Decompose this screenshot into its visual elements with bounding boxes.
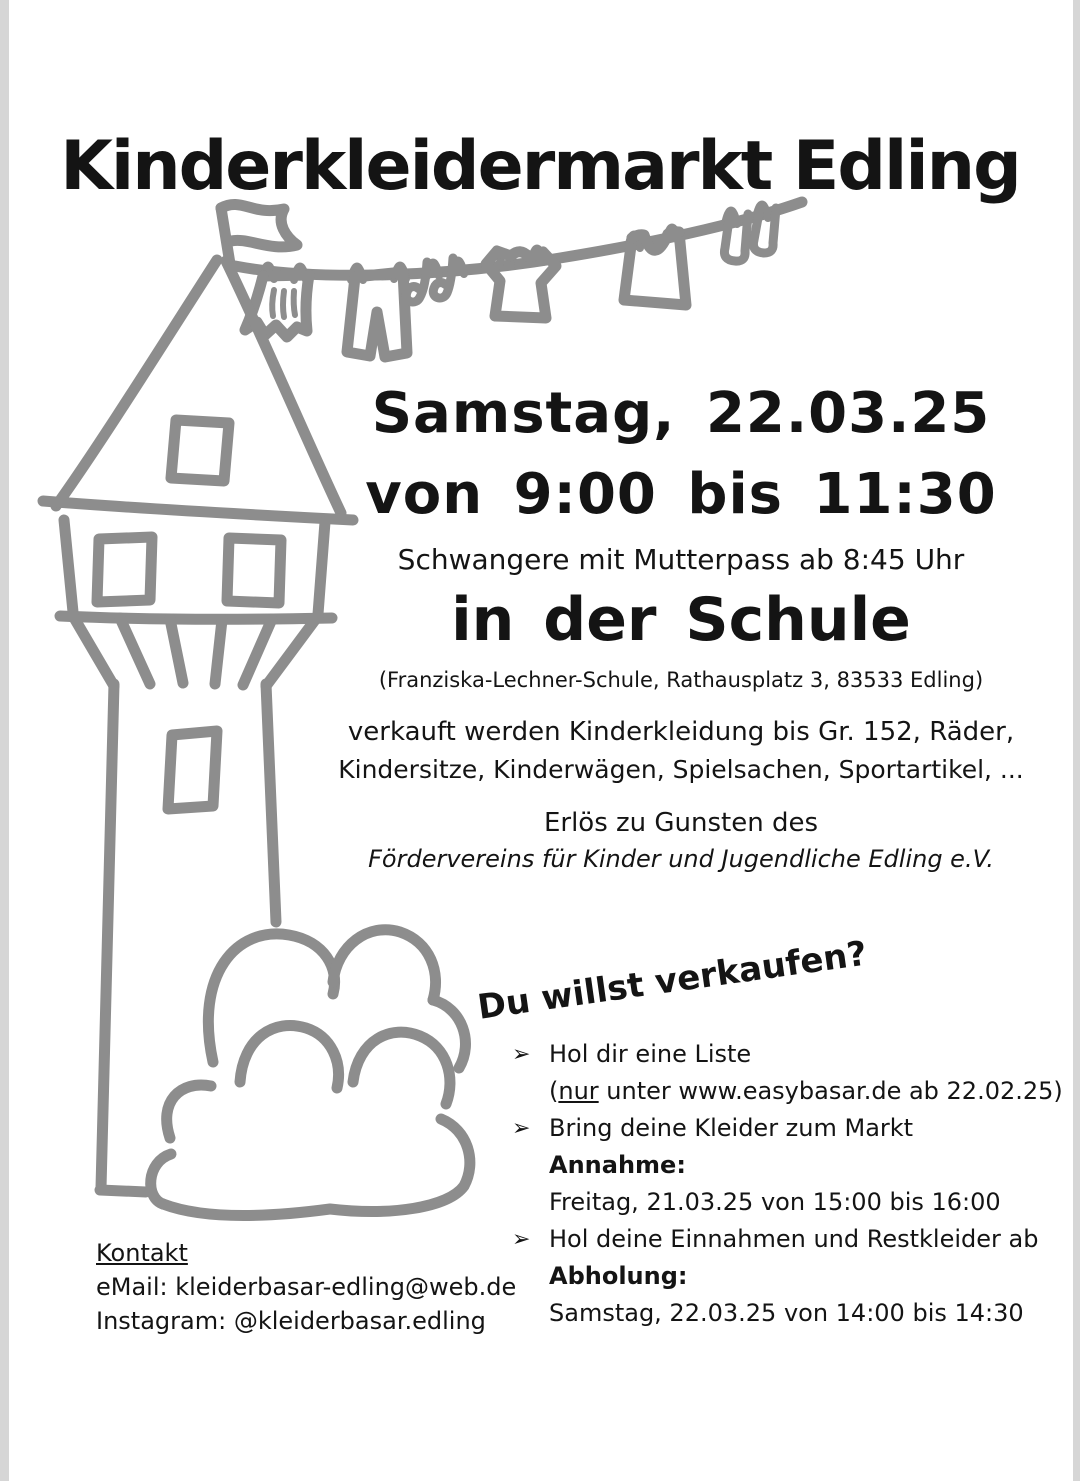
proceeds-line-1: Erlös zu Gunsten des bbox=[543, 808, 819, 838]
contact-instagram: Instagram: @kleiderbasar.edling bbox=[96, 1307, 486, 1335]
bullet-bring-clothes-line: Bring deine Kleider zum Markt bbox=[549, 1114, 914, 1142]
pants-on-line bbox=[347, 272, 407, 357]
arrow-bullet-icon: ➢ bbox=[512, 1116, 531, 1141]
bullet-get-list-line: Hol dir eine Liste bbox=[549, 1040, 752, 1068]
acceptance-label: Annahme: bbox=[549, 1151, 686, 1179]
clothesline bbox=[235, 202, 802, 280]
event-date: Samstag, 22.03.25 bbox=[371, 381, 991, 446]
arrow-bullet-icon: ➢ bbox=[512, 1042, 531, 1067]
pickup-label: Abholung: bbox=[549, 1262, 688, 1290]
location-detail: (Franziska-Lechner-Schule, Rathausplatz 3, 83533 Edling) bbox=[378, 668, 984, 692]
contact-email: eMail: kleiderbasar-edling@web.de bbox=[96, 1273, 517, 1301]
bullet-item-get-list bbox=[512, 1036, 1063, 1110]
website-and-date: unter www.easybasar.de ab 22.02.25) bbox=[598, 1077, 1063, 1105]
bullet-get-list-detail bbox=[549, 1073, 1063, 1110]
flag-icon bbox=[221, 204, 297, 270]
event-time: von 9:00 bis 11:30 bbox=[365, 462, 997, 527]
sweater-on-line bbox=[486, 251, 556, 318]
arrow-bullet-icon: ➢ bbox=[512, 1227, 531, 1252]
seller-heading: Du willst verkaufen? bbox=[475, 933, 870, 1028]
boots-on-line bbox=[724, 207, 776, 261]
location-headline: in der Schule bbox=[451, 585, 911, 655]
bullet-content bbox=[549, 1036, 1063, 1110]
bush bbox=[151, 930, 470, 1216]
pickup-time: Samstag, 22.03.25 von 14:00 bis 14:30 bbox=[549, 1299, 1024, 1327]
sold-items-line-1: verkauft werden Kinderkleidung bis Gr. 152, Räder, bbox=[347, 717, 1015, 747]
nur-underlined: nur bbox=[558, 1077, 599, 1105]
shirt-on-line bbox=[624, 232, 686, 305]
tower-upper-body bbox=[60, 520, 332, 686]
pregnant-note: Schwangere mit Mutterpass ab 8:45 Uhr bbox=[397, 543, 965, 576]
bullet-item-bring-clothes bbox=[512, 1110, 1063, 1221]
page-title: Kinderkleidermarkt Edling bbox=[60, 126, 1020, 206]
socks-on-line bbox=[406, 258, 453, 302]
scan-edge-left bbox=[0, 0, 9, 1481]
bullet-pickup-line: Hol deine Einnahmen und Restkleider ab bbox=[549, 1225, 1039, 1253]
towel-on-line bbox=[245, 275, 309, 337]
bullet-content bbox=[549, 1110, 1063, 1221]
tower-shaft bbox=[100, 684, 276, 1192]
paren-open: ( bbox=[549, 1077, 559, 1105]
acceptance-time: Freitag, 21.03.25 von 15:00 bis 16:00 bbox=[549, 1188, 1001, 1216]
sold-items-line-2: Kindersitze, Kinderwägen, Spielsachen, Sportartikel, ... bbox=[338, 755, 1024, 784]
scan-edge-right bbox=[1073, 0, 1080, 1481]
contact-heading: Kontakt bbox=[96, 1239, 188, 1267]
seller-bullet-list bbox=[512, 1036, 1063, 1332]
contact-block bbox=[96, 1236, 516, 1338]
bullet-item-pickup bbox=[512, 1221, 1063, 1332]
bullet-content bbox=[549, 1221, 1063, 1332]
proceeds-line-2: Fördervereins für Kinder und Jugendliche Edling e.V. bbox=[368, 845, 994, 873]
